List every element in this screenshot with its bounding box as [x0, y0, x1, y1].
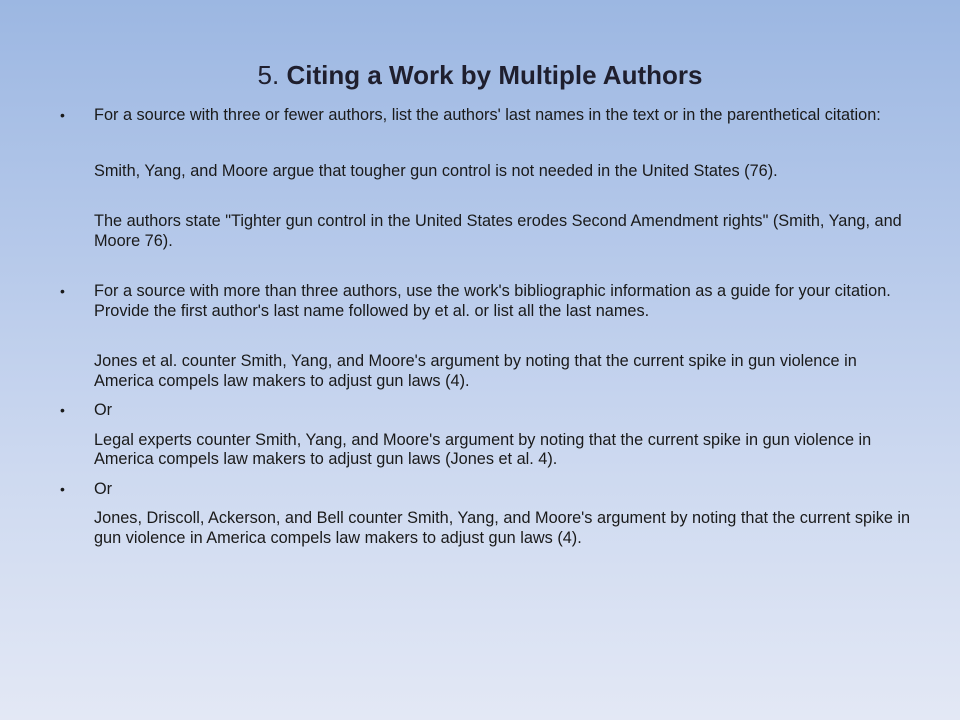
example-paragraph	[56, 352, 916, 391]
bullet-icon: •	[60, 283, 65, 299]
bullet-item	[56, 282, 916, 321]
slide-body	[56, 106, 916, 548]
example-paragraph	[56, 212, 916, 251]
example-legal-experts: Legal experts counter Smith, Yang, and Moore's argument by noting that the current spike in gun violence in America compels law makers to adjust gun laws (Jones et al. 4).	[94, 430, 872, 468]
bullet-icon: •	[60, 107, 65, 123]
slide-title-text: Citing a Work by Multiple Authors	[286, 60, 703, 90]
bullet-item	[56, 401, 916, 421]
example-all-authors-listed: Jones, Driscoll, Ackerson, and Bell counter Smith, Yang, and Moore's argument by noting that the current spike in gun violence in America compels law makers to adjust gun laws (4).	[94, 509, 911, 547]
example-paragraph	[56, 431, 916, 470]
bullet-text-more-than-three: For a source with more than three authors, use the work's bibliographic information as a guide for your citation. Provide the first author's last name followed by et al. or list all the last names.	[94, 282, 891, 320]
bullet-item	[56, 480, 916, 500]
or-text: Or	[94, 479, 113, 498]
or-text: Or	[94, 401, 113, 419]
slide-title	[0, 58, 960, 92]
bullet-icon: •	[60, 402, 65, 418]
slide-title-number: 5.	[257, 60, 280, 90]
bullet-text-three-or-fewer: For a source with three or fewer authors, list the authors' last names in the text or in the parenthetical citation:	[94, 106, 881, 124]
example-paragraph	[56, 509, 916, 548]
example-jones-et-al: Jones et al. counter Smith, Yang, and Moore's argument by noting that the current spike in gun violence in America compels law makers to adjust gun laws (4).	[94, 352, 857, 390]
example-paragraph	[56, 162, 916, 182]
bullet-item	[56, 106, 916, 126]
example-smith-yang-moore-argue: Smith, Yang, and Moore argue that tougher gun control is not needed in the United States (76).	[94, 161, 778, 180]
example-authors-state: The authors state "Tighter gun control in the United States erodes Second Amendment rights" (Smith, Yang, and Moore 76).	[94, 212, 902, 250]
bullet-icon: •	[60, 480, 65, 497]
